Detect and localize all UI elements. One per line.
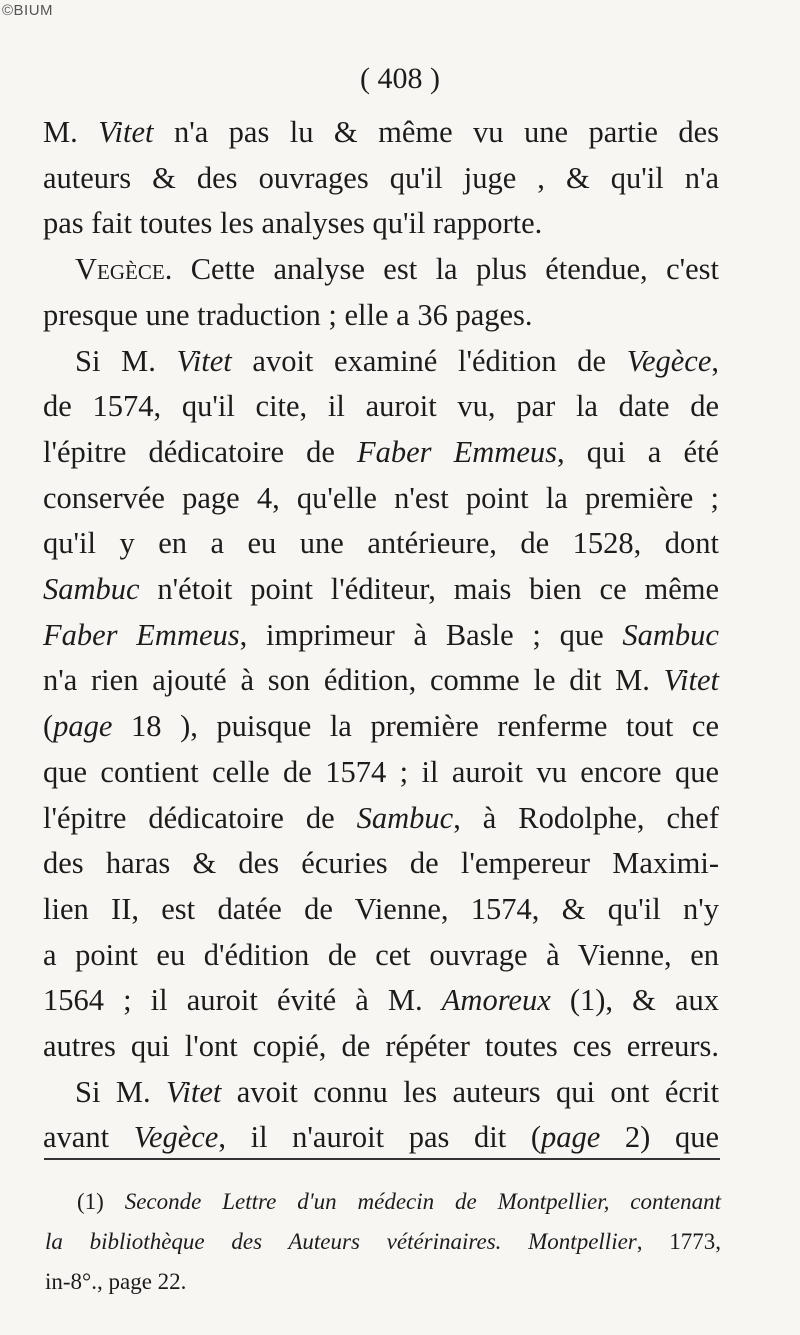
text-line <box>43 201 719 247</box>
text-line <box>43 521 719 567</box>
text-run: page <box>540 1120 601 1155</box>
text-line <box>43 887 719 933</box>
text-run: conservée page 4, qu'elle n'est point la première ; <box>43 480 719 515</box>
text-run: 1564 ; il auroit évité à M. <box>43 983 442 1018</box>
text-run: avant <box>43 1120 134 1155</box>
text-run: 2) que <box>600 1120 719 1155</box>
text-run: a point eu d'édition de cet ouvrage à Vienne, en <box>43 937 719 972</box>
text-run: n'a pas lu & même vu une partie des <box>153 115 719 149</box>
footnote-rule <box>44 1158 720 1160</box>
text-run: 18 ), puisque la première renferme tout ce <box>112 709 719 744</box>
text-run: ( <box>43 709 54 744</box>
text-run: n'étoit point l'éditeur, mais bien ce même <box>139 572 719 607</box>
text-run: , imprimeur à Basle ; que <box>239 617 623 652</box>
text-run: l'épitre dédicatoire de <box>43 434 357 469</box>
text-line <box>43 841 719 887</box>
text-run: (1), & aux <box>550 983 719 1018</box>
text-run: Sambuc <box>622 617 719 652</box>
text-line <box>43 156 719 202</box>
text-line <box>43 978 719 1024</box>
text-run: , <box>711 343 719 378</box>
text-line <box>43 430 719 476</box>
body-text <box>43 110 719 1161</box>
text-line <box>43 933 719 979</box>
text-run: l'épitre dédicatoire de <box>43 800 357 835</box>
text-line <box>43 476 719 522</box>
text-line <box>43 384 719 430</box>
text-run: Vitet <box>98 115 154 149</box>
text-line <box>43 1024 719 1070</box>
text-line <box>43 704 719 750</box>
text-run: , 1773, <box>636 1229 721 1254</box>
text-line <box>43 613 719 659</box>
text-run: avoit examiné l'édition de <box>231 343 627 378</box>
text-run: Vegèce <box>626 343 712 378</box>
text-run: Vitet <box>176 343 232 378</box>
text-run: , à Rodolphe, chef <box>453 800 719 835</box>
text-line <box>43 750 719 796</box>
text-run: autres qui l'ont copié, de répéter toutes ces erreurs. <box>43 1029 719 1064</box>
text-run: auteurs & des ouvrages qu'il juge , & qu'il n'a <box>43 160 719 195</box>
text-run: pas fait toutes les analyses qu'il rapporte. <box>43 206 543 241</box>
text-line <box>43 567 719 613</box>
text-run: , il n'auroit pas dit ( <box>218 1120 541 1155</box>
text-run: M. <box>43 115 99 149</box>
text-line <box>43 1070 719 1116</box>
text-run: page <box>53 709 113 744</box>
text-run: qu'il y en a eu une antérieure, de 1528, dont <box>43 526 719 561</box>
text-run: Sambuc <box>356 800 454 835</box>
text-run: de 1574, qu'il cite, il auroit vu, par la date de <box>43 389 719 424</box>
text-line <box>43 110 719 156</box>
text-run: Vitet <box>663 663 719 698</box>
text-run: Vegèce <box>75 252 165 287</box>
text-run: Sambuc <box>43 572 140 607</box>
watermark: ©BIUM <box>2 2 54 19</box>
text-run: , qui a été <box>556 434 719 469</box>
text-line <box>43 1115 719 1161</box>
text-run: Si M. <box>75 343 177 378</box>
text-run: Amoreux <box>441 983 551 1018</box>
text-run: (1) <box>77 1189 125 1214</box>
text-run: . Cette analyse est la plus étendue, c'est <box>164 252 719 287</box>
text-run: Vegèce <box>133 1120 219 1155</box>
text-run: Faber Emmeus <box>357 434 557 469</box>
text-run: in-8°., page 22. <box>45 1269 187 1294</box>
text-line <box>43 247 719 293</box>
text-run: Vitet <box>166 1074 222 1109</box>
text-line <box>43 339 719 385</box>
text-run: des haras & des écuries de l'empereur Maximi- <box>43 846 719 881</box>
text-run: que contient celle de 1574 ; il auroit vu encore que <box>43 754 719 789</box>
text-run: presque une traduction ; elle a 36 pages. <box>43 297 533 332</box>
text-line <box>43 796 719 842</box>
footnote <box>45 1182 721 1302</box>
text-run: Faber Emmeus <box>43 617 240 652</box>
page-number: ( 408 ) <box>360 62 440 95</box>
text-run: Seconde Lettre d'un médecin de Montpellier, contenant <box>124 1189 721 1214</box>
footnote-line <box>45 1182 721 1222</box>
text-line <box>43 293 719 339</box>
text-run: Si M. <box>75 1074 167 1109</box>
text-run: n'a rien ajouté à son édition, comme le dit M. <box>43 663 664 698</box>
text-line <box>43 658 719 704</box>
footnote-line <box>45 1262 721 1302</box>
footnote-line <box>45 1222 721 1262</box>
text-run: la bibliothèque des Auteurs vétérinaires. Montpellier <box>45 1229 637 1254</box>
text-run: lien II, est datée de Vienne, 1574, & qu'il n'y <box>43 891 719 926</box>
text-run: avoit connu les auteurs qui ont écrit <box>221 1074 719 1109</box>
